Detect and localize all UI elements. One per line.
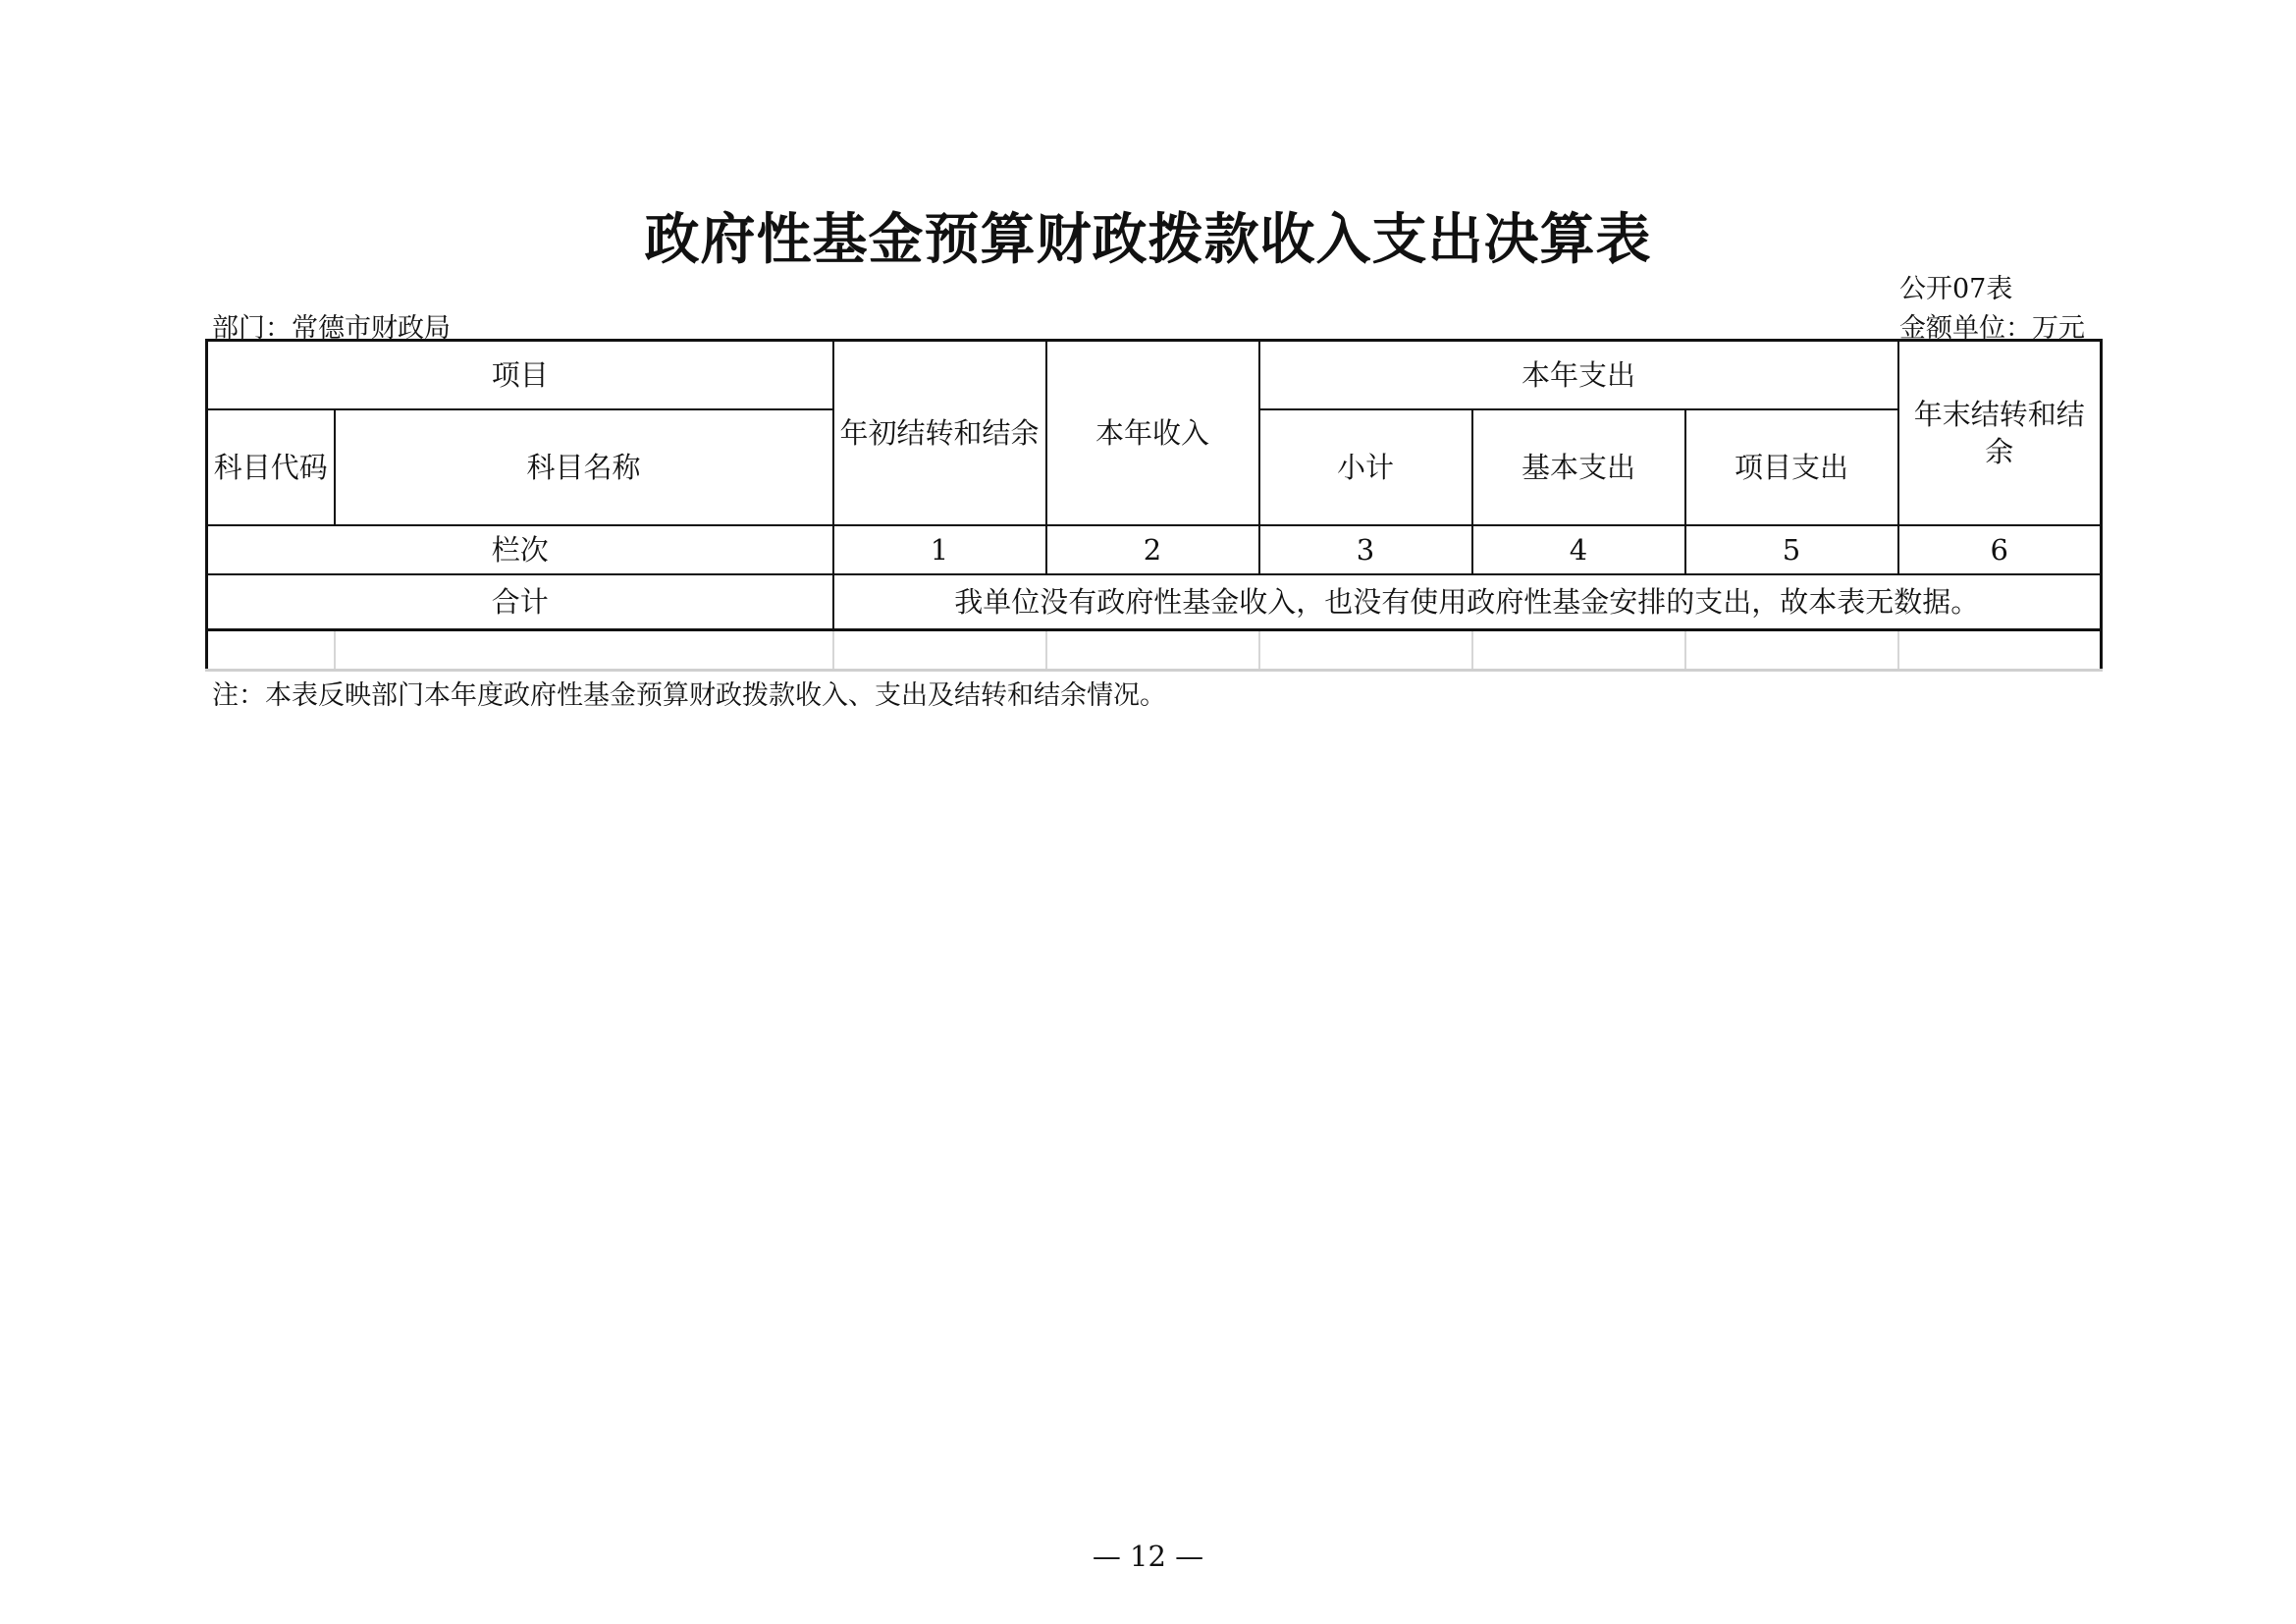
header-expense: 本年支出 bbox=[1259, 341, 1898, 410]
empty-cell bbox=[207, 630, 335, 671]
header-subject-name: 科目名称 bbox=[335, 409, 833, 525]
table-note: 注：本表反映部门本年度政府性基金预算财政拨款收入、支出及结转和结余情况。 bbox=[212, 680, 1166, 711]
header-basic-expense: 基本支出 bbox=[1472, 409, 1685, 525]
column-index: 3 bbox=[1259, 525, 1472, 574]
column-index: 1 bbox=[833, 525, 1046, 574]
column-index: 5 bbox=[1685, 525, 1898, 574]
page-number: — 12 — bbox=[1092, 1540, 1204, 1573]
empty-cell bbox=[1898, 630, 2102, 671]
column-index: 4 bbox=[1472, 525, 1685, 574]
column-index: 2 bbox=[1046, 525, 1259, 574]
header-subject-code: 科目代码 bbox=[207, 409, 335, 525]
header-carryover-end: 年末结转和结余 bbox=[1898, 341, 2102, 526]
header-project: 项目 bbox=[207, 341, 833, 410]
form-number: 公开07表 bbox=[1899, 274, 2013, 304]
empty-cell bbox=[1046, 630, 1259, 671]
empty-cell bbox=[1685, 630, 1898, 671]
empty-cell bbox=[1259, 630, 1472, 671]
empty-row bbox=[207, 630, 2102, 671]
amount-unit-label: 金额单位：万元 bbox=[1899, 313, 2085, 344]
header-project-expense: 项目支出 bbox=[1685, 409, 1898, 525]
header-subtotal: 小计 bbox=[1259, 409, 1472, 525]
page-title: 政府性基金预算财政拨款收入支出决算表 bbox=[644, 207, 1652, 272]
empty-cell bbox=[1472, 630, 1685, 671]
empty-cell bbox=[833, 630, 1046, 671]
total-label: 合计 bbox=[207, 574, 833, 630]
row-label-column-index: 栏次 bbox=[207, 525, 833, 574]
empty-cell bbox=[335, 630, 833, 671]
final-accounts-table bbox=[205, 339, 2103, 672]
header-carryover-begin: 年初结转和结余 bbox=[833, 341, 1046, 526]
department-label: 部门：常德市财政局 bbox=[212, 313, 451, 344]
column-index: 6 bbox=[1898, 525, 2102, 574]
no-data-message: 我单位没有政府性基金收入，也没有使用政府性基金安排的支出，故本表无数据。 bbox=[833, 574, 2102, 630]
header-income: 本年收入 bbox=[1046, 341, 1259, 526]
